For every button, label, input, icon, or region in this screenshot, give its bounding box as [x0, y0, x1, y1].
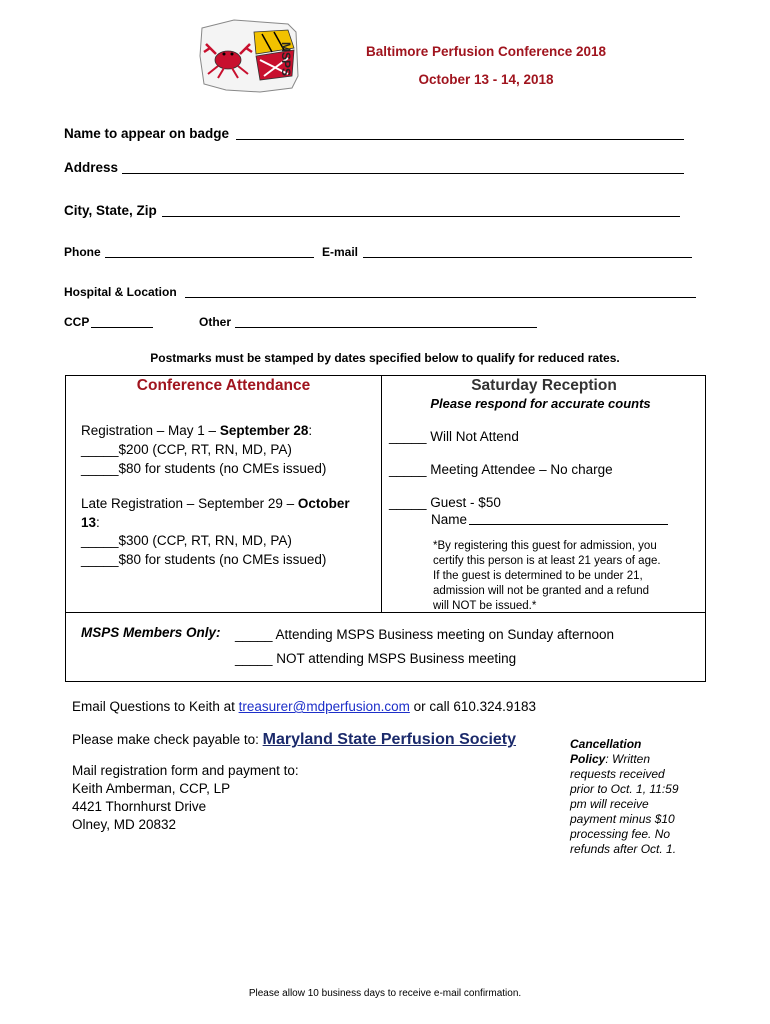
- ccp-field[interactable]: [91, 327, 153, 328]
- conference-title: Baltimore Perfusion Conference 2018: [365, 44, 607, 59]
- email-field[interactable]: [363, 257, 692, 258]
- members-attending-option[interactable]: _____ Attending MSPS Business meeting on Sunday afternoon: [235, 627, 615, 642]
- address-field[interactable]: [122, 173, 684, 174]
- badge-name-field[interactable]: [236, 139, 684, 140]
- late-registration-date-b: 13: [81, 515, 97, 530]
- address-label: Address: [64, 160, 119, 175]
- check-payable-prefix: Please make check payable to:: [72, 732, 263, 747]
- badge-name-label: Name to appear on badge: [64, 126, 230, 141]
- conference-attendance-heading: Conference Attendance: [136, 377, 311, 394]
- email-questions-suffix: or call 610.324.9183: [409, 699, 536, 714]
- guest-name-label: Name: [431, 512, 468, 527]
- registration-suffix: :: [308, 423, 313, 438]
- mail-line-2: Keith Amberman, CCP, LP: [72, 781, 231, 796]
- cancellation-line-8: refunds after Oct. 1.: [570, 842, 677, 856]
- disclaimer-line-3: If the guest is determined to be under 21,: [433, 570, 643, 582]
- mail-line-4: Olney, MD 20832: [72, 817, 177, 832]
- late-registration-date-a: October: [297, 496, 350, 511]
- late-registration-line: [81, 494, 377, 513]
- phone-field[interactable]: [105, 257, 314, 258]
- registration-prefix: Registration – May 1 –: [81, 423, 220, 438]
- treasurer-email-link[interactable]: treasurer@mdperfusion.com: [238, 699, 410, 714]
- late-registration-suffix: :: [96, 515, 100, 530]
- mail-line-3: 4421 Thornhurst Drive: [72, 799, 207, 814]
- city-state-zip-label: City, State, Zip: [64, 203, 157, 218]
- hospital-field[interactable]: [185, 297, 696, 298]
- cancellation-line-3: requests received: [570, 767, 665, 781]
- email-label: E-mail: [322, 245, 359, 259]
- late-registration-line-2: [81, 513, 100, 532]
- msps-logo: [196, 18, 302, 94]
- cancellation-policy: [570, 737, 700, 857]
- postmark-notice: Postmarks must be stamped by dates specified below to qualify for reduced rates.: [150, 351, 620, 365]
- cancellation-line-7: processing fee. No: [570, 827, 671, 841]
- msps-members-label: MSPS Members Only:: [81, 625, 221, 640]
- members-not-attending-option[interactable]: _____ NOT attending MSPS Business meeting: [235, 651, 517, 666]
- phone-label: Phone: [64, 245, 101, 259]
- city-state-zip-field[interactable]: [162, 216, 680, 217]
- disclaimer-line-4: admission will not be granted and a refund: [433, 585, 650, 597]
- cancellation-policy-word: Policy: [570, 752, 606, 766]
- cancellation-line-2-rest: : Written: [605, 752, 651, 766]
- mail-address-block: [72, 762, 299, 834]
- registration-date: September 28: [219, 423, 309, 438]
- reception-will-not-attend[interactable]: _____ Will Not Attend: [389, 429, 519, 444]
- late-option-student[interactable]: _____$80 for students (no CMEs issued): [81, 552, 327, 567]
- hospital-label: Hospital & Location: [64, 285, 177, 299]
- disclaimer-line-1: *By registering this guest for admission, you: [433, 540, 657, 552]
- email-questions-line: [72, 697, 536, 716]
- disclaimer-line-5: will NOT be issued.*: [433, 600, 537, 612]
- ccp-label: CCP: [64, 315, 90, 329]
- reception-meeting-attendee[interactable]: _____ Meeting Attendee – No charge: [389, 462, 613, 477]
- other-field[interactable]: [235, 327, 537, 328]
- check-payable-line: [72, 731, 516, 749]
- cancellation-line-5: pm will receive: [570, 797, 649, 811]
- cancellation-line-6: payment minus $10: [570, 812, 675, 826]
- disclaimer-line-2: certify this person is at least 21 years of age.: [433, 555, 661, 567]
- guest-name-field[interactable]: [469, 524, 668, 525]
- cancellation-line-2: [570, 752, 700, 767]
- late-registration-prefix: Late Registration – September 29 –: [81, 496, 298, 511]
- registration-option-professional[interactable]: _____$200 (CCP, RT, RN, MD, PA): [81, 442, 292, 457]
- late-option-professional[interactable]: _____$300 (CCP, RT, RN, MD, PA): [81, 533, 292, 548]
- cancellation-line-4: prior to Oct. 1, 11:59: [570, 782, 679, 796]
- logo-text: MSPS: [279, 42, 293, 77]
- mail-line-1: Mail registration form and payment to:: [72, 763, 299, 778]
- reception-subheading: Please respond for accurate counts: [430, 396, 651, 411]
- guest-disclaimer: [433, 539, 701, 614]
- other-label: Other: [199, 315, 232, 329]
- cancellation-line-1: Cancellation: [570, 737, 642, 751]
- payee-name: Maryland State Perfusion Society: [262, 731, 517, 748]
- maryland-crab-icon: [196, 18, 302, 94]
- saturday-reception-heading: Saturday Reception: [471, 377, 617, 394]
- email-questions-prefix: Email Questions to Keith at: [72, 699, 239, 714]
- footer-note: Please allow 10 business days to receive e-mail confirmation.: [248, 988, 522, 999]
- reception-guest[interactable]: _____ Guest - $50: [389, 495, 501, 510]
- registration-option-student[interactable]: _____$80 for students (no CMEs issued): [81, 461, 327, 476]
- conference-dates: October 13 - 14, 2018: [418, 72, 554, 87]
- registration-line: [81, 421, 377, 440]
